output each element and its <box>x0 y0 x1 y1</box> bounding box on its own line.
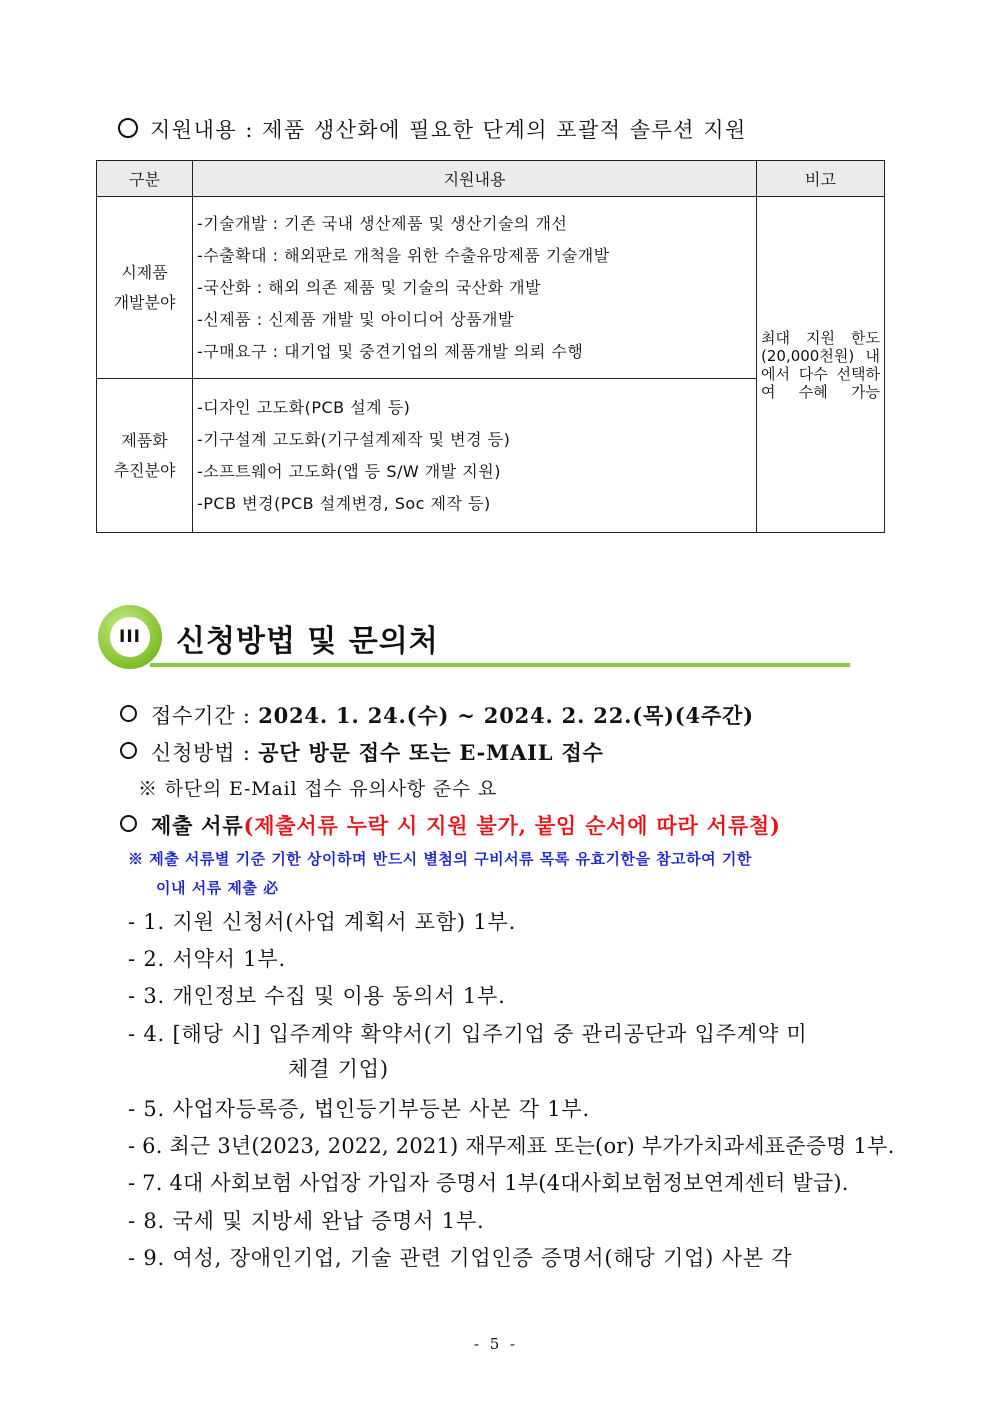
table-cell-note: 최대 지원 한도(20,000천원) 내에서 다수 선택하여 수혜 가능 <box>757 197 885 533</box>
category-line: 시제품 <box>121 262 168 282</box>
list-item: -PCB 변경(PCB 설계변경, Soc 제작 등) <box>197 493 491 513</box>
table-cell-category <box>97 379 193 533</box>
category-line: 추진분야 <box>113 460 176 480</box>
document-item-continuation: 체결 기업) <box>288 1057 389 1081</box>
table-cell-category <box>97 197 193 379</box>
documents-warning: (제출서류 누락 시 지원 불가, 붙임 순서에 따라 서류철) <box>243 813 781 838</box>
application-method-note: ※ 하단의 E-Mail 접수 유의사항 준수 요 <box>138 778 498 800</box>
table-header-content: 지원내용 <box>193 161 757 197</box>
document-item: - 6. 최근 3년(2023, 2022, 2021) 재무제표 또는(or) 부가가치과세표준증명 1부. <box>128 1134 895 1158</box>
section-underline <box>150 663 850 667</box>
list-item: -구매요구 : 대기업 및 중견기업의 제품개발 의뢰 수행 <box>197 341 584 361</box>
ring-bullet-icon <box>120 742 137 759</box>
document-item: - 7. 4대 사회보험 사업장 가입자 증명서 1부(4대사회보험정보연계센터 발급). <box>128 1171 849 1195</box>
list-item: -소프트웨어 고도화(앱 등 S/W 개발 지원) <box>197 461 501 481</box>
table-cell-items <box>193 379 757 533</box>
list-item: -디자인 고도화(PCB 설계 등) <box>197 397 411 417</box>
table-row <box>97 197 885 379</box>
documents-notice-line1: ※ 제출 서류별 기준 기한 상이하며 반드시 별첨의 구비서류 목록 유효기한을 참고하여 기한 <box>128 850 752 868</box>
document-item: - 4. [해당 시] 입주계약 확약서(기 입주기업 중 관리공단과 입주계약 미 <box>128 1022 808 1046</box>
category-line: 제품화 <box>121 430 168 450</box>
circle-bullet-icon <box>118 118 138 138</box>
application-method-value: 공단 방문 접수 또는 E-MAIL 접수 <box>258 740 604 765</box>
list-item: -국산화 : 해외 의존 제품 및 기술의 국산화 개발 <box>197 277 542 297</box>
table-cell-items <box>193 197 757 379</box>
section-number: III <box>110 617 150 657</box>
support-content-heading-text: 지원내용 : 제품 생산화에 필요한 단계의 포괄적 솔루션 지원 <box>150 118 747 142</box>
section-title: 신청방법 및 문의처 <box>176 624 439 659</box>
document-item: - 3. 개인정보 수집 및 이용 동의서 1부. <box>128 984 506 1008</box>
table-header-category: 구분 <box>97 161 193 197</box>
application-period-value: 2024. 1. 24.(수) ~ 2024. 2. 22.(목)(4주간) <box>258 703 754 728</box>
document-item: - 5. 사업자등록증, 법인등기부등본 사본 각 1부. <box>128 1097 590 1121</box>
page-number: - 5 - <box>473 1335 519 1353</box>
support-content-table <box>96 160 885 533</box>
list-item: -수출확대 : 해외판로 개척을 위한 수출유망제품 기술개발 <box>197 245 610 265</box>
application-period <box>120 700 754 730</box>
documents-notice-line2: 이내 서류 제출 必 <box>156 879 279 897</box>
category-line: 개발분야 <box>113 292 176 312</box>
support-content-heading <box>118 114 747 144</box>
list-item: -기술개발 : 기존 국내 생산제품 및 생산기술의 개선 <box>197 213 568 233</box>
table-header-row <box>97 161 885 197</box>
application-method-label: 신청방법 : <box>151 741 251 765</box>
list-item: -기구설계 고도화(기구설계제작 및 변경 등) <box>197 429 511 449</box>
document-item: - 8. 국세 및 지방세 완납 증명서 1부. <box>128 1209 485 1233</box>
ring-bullet-icon <box>120 705 137 722</box>
documents-heading <box>120 810 781 840</box>
table-header-note: 비고 <box>757 161 885 197</box>
document-item: - 2. 서약서 1부. <box>128 947 286 971</box>
document-item: - 9. 여성, 장애인기업, 기술 관련 기업인증 증명서(해당 기업) 사본 각 <box>128 1246 793 1270</box>
application-period-label: 접수기간 : <box>151 704 251 728</box>
list-item: -신제품 : 신제품 개발 및 아이디어 상품개발 <box>197 309 514 329</box>
application-method <box>120 737 604 767</box>
documents-label: 제출 서류 <box>151 813 244 838</box>
ring-bullet-icon <box>120 815 137 832</box>
document-item: - 1. 지원 신청서(사업 계획서 포함) 1부. <box>128 910 517 934</box>
